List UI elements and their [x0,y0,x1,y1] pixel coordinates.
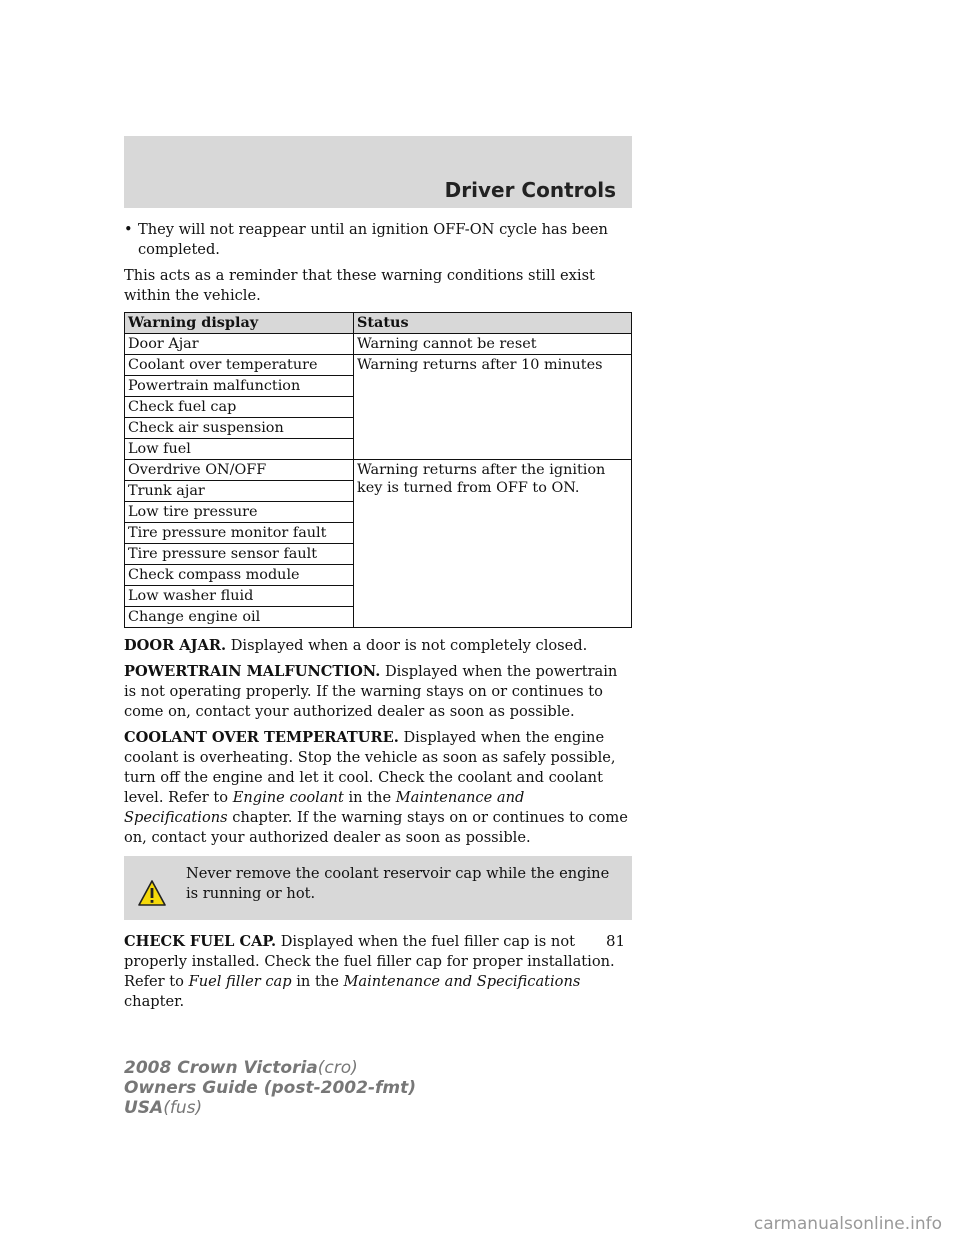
door-ajar-term: DOOR AJAR. [124,637,227,654]
door-ajar-paragraph [124,636,632,656]
footer-model: 2008 Crown Victoria [124,1058,318,1078]
warning-callout-text: Never remove the coolant reservoir cap while the engine is running or hot. [186,865,610,902]
table-cell-warning: Door Ajar [125,334,354,355]
table-cell-warning: Overdrive ON/OFF [125,460,354,481]
page-number: 81 [606,932,626,950]
coolant-ref-chapter: Maintenance and Specifications [124,789,525,826]
table-cell-warning: Check fuel cap [125,397,354,418]
table-row [125,460,632,481]
powertrain-paragraph [124,662,632,722]
table-cell-status: Warning cannot be reset [354,334,632,355]
table-header-row [125,313,632,334]
page-content [124,220,632,1018]
footer-market-code: (fus) [163,1098,203,1118]
table-header-status: Status [354,313,632,334]
powertrain-text: Displayed when the powertrain is not operating properly. If the warning stays on or continues to come on, contact your authorized dealer as soon as possible. [124,663,618,720]
table-cell-warning: Low fuel [125,439,354,460]
table-cell-warning: Check compass module [125,565,354,586]
coolant-term: COOLANT OVER TEMPERATURE. [124,729,399,746]
coolant-text-1: Displayed when the engine coolant is overheating. Stop the vehicle as soon as safely possible, turn off the engine and let it cool. Check the coolant and coolant level. Refer to [124,729,616,806]
fuel-cap-paragraph [124,932,632,1012]
table-cell-warning: Coolant over temperature [125,355,354,376]
watermark-link[interactable]: carmanualsonline.info [753,1214,942,1234]
table-cell-warning: Trunk ajar [125,481,354,502]
document-footer [124,1058,416,1118]
warning-triangle-icon [138,880,166,906]
table-cell-warning: Powertrain malfunction [125,376,354,397]
footer-line-2 [124,1078,416,1098]
fuel-cap-term: CHECK FUEL CAP. [124,933,277,950]
warning-table [124,312,632,628]
fuel-cap-ref-chapter: Maintenance and Specifications [343,973,581,990]
coolant-text-3: chapter. If the warning stays on or continues to come on, contact your authorized dealer as soon as possible. [124,809,628,846]
bullet-item [124,220,632,260]
powertrain-term: POWERTRAIN MALFUNCTION. [124,663,381,680]
coolant-text-2: in the [348,789,392,806]
table-cell-warning: Low tire pressure [125,502,354,523]
table-row [125,334,632,355]
warning-callout [124,856,632,920]
table-cell-status: Warning returns after 10 minutes [354,355,632,460]
table-cell-warning: Low washer fluid [125,586,354,607]
fuel-cap-text-1: Displayed when the fuel filler cap is not properly installed. Check the fuel filler cap for proper installation. Refer to [124,933,615,990]
section-header-band [124,136,632,208]
fuel-cap-text-3: chapter. [124,993,185,1010]
footer-guide: Owners Guide (post-2002-fmt) [124,1078,417,1098]
coolant-paragraph [124,728,632,848]
door-ajar-text: Displayed when a door is not completely closed. [230,637,588,654]
table-cell-status: Warning returns after the ignition key is turned from OFF to ON. [354,460,632,628]
table-cell-warning: Tire pressure monitor fault [125,523,354,544]
table-cell-warning: Check air suspension [125,418,354,439]
footer-model-code: (cro) [317,1058,358,1078]
table-cell-warning: Tire pressure sensor fault [125,544,354,565]
fuel-cap-text-2: in the [296,973,339,990]
bullet-marker: • [124,221,133,238]
footer-line-3 [124,1098,416,1118]
table-row [125,355,632,376]
bullet-text: They will not reappear until an ignition OFF-ON cycle has been completed. [138,221,608,258]
table-cell-warning: Change engine oil [125,607,354,628]
footer-line-1 [124,1058,416,1078]
table-header-warning-display: Warning display [125,313,354,334]
coolant-ref-engine-coolant: Engine coolant [232,789,344,806]
reminder-paragraph: This acts as a reminder that these warning conditions still exist within the vehicle. [124,267,595,304]
footer-market: USA [124,1098,164,1118]
fuel-cap-ref-fuel-filler-cap: Fuel filler cap [188,973,292,990]
section-title: Driver Controls [444,178,616,202]
